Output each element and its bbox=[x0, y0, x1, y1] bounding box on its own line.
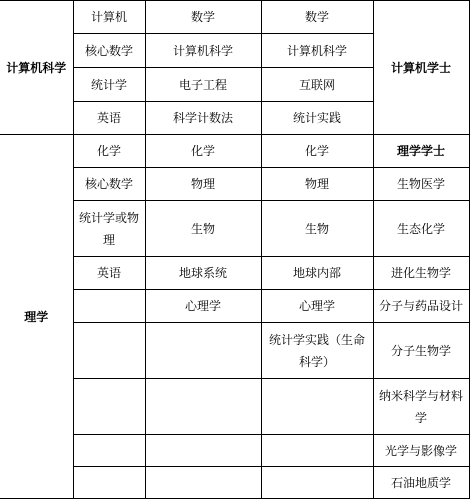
table-cell bbox=[261, 379, 373, 435]
table-cell: 互联网 bbox=[261, 68, 373, 102]
table-cell: 核心数学 bbox=[73, 34, 145, 68]
table-cell: 统计学实践（生命科学） bbox=[261, 323, 373, 379]
table-cell bbox=[145, 323, 261, 379]
table-cell bbox=[73, 379, 145, 435]
table-cell: 统计学或物理 bbox=[73, 201, 145, 257]
table-row bbox=[0, 1, 469, 34]
table-cell: 进化生物学 bbox=[373, 257, 469, 290]
table-cell: 石油地质学 bbox=[373, 467, 469, 499]
table-cell: 地球内部 bbox=[261, 257, 373, 290]
table-cell: 生物医学 bbox=[373, 168, 469, 201]
section-label-science: 理学 bbox=[0, 135, 73, 499]
table-cell: 核心数学 bbox=[73, 168, 145, 201]
table-cell bbox=[73, 467, 145, 499]
table-cell: 计算机 bbox=[73, 1, 145, 34]
table-cell: 地球系统 bbox=[145, 257, 261, 290]
table-cell: 数学 bbox=[145, 1, 261, 34]
table-cell: 英语 bbox=[73, 102, 145, 135]
table-cell: 统计实践 bbox=[261, 102, 373, 135]
degree-science: 理学学士 bbox=[373, 135, 469, 168]
table-cell bbox=[73, 435, 145, 467]
table-cell bbox=[73, 323, 145, 379]
table-cell: 光学与影像学 bbox=[373, 435, 469, 467]
table-cell: 化学 bbox=[261, 135, 373, 168]
table-cell bbox=[145, 435, 261, 467]
section-label-cs: 计算机科学 bbox=[0, 1, 73, 135]
table-cell: 计算机科学 bbox=[145, 34, 261, 68]
table-cell: 心理学 bbox=[261, 290, 373, 323]
table-cell: 分子与药品设计 bbox=[373, 290, 469, 323]
table-cell: 生物 bbox=[145, 201, 261, 257]
table-cell: 分子生物学 bbox=[373, 323, 469, 379]
table-cell bbox=[145, 379, 261, 435]
table-cell: 科学计数法 bbox=[145, 102, 261, 135]
table-cell: 统计学 bbox=[73, 68, 145, 102]
table-cell: 生物 bbox=[261, 201, 373, 257]
degree-cs: 计算机学士 bbox=[373, 1, 469, 135]
table-row bbox=[0, 135, 469, 168]
table-cell bbox=[261, 435, 373, 467]
table-cell: 物理 bbox=[261, 168, 373, 201]
table-cell: 化学 bbox=[145, 135, 261, 168]
table-cell: 纳米科学与材料学 bbox=[373, 379, 469, 435]
table-cell: 生态化学 bbox=[373, 201, 469, 257]
table-cell: 物理 bbox=[145, 168, 261, 201]
table-cell: 计算机科学 bbox=[261, 34, 373, 68]
table-cell: 心理学 bbox=[145, 290, 261, 323]
table-cell: 电子工程 bbox=[145, 68, 261, 102]
table-cell bbox=[145, 467, 261, 499]
table-cell: 化学 bbox=[73, 135, 145, 168]
table-cell bbox=[261, 467, 373, 499]
table-cell: 数学 bbox=[261, 1, 373, 34]
table-cell: 英语 bbox=[73, 257, 145, 290]
table-cell bbox=[73, 290, 145, 323]
